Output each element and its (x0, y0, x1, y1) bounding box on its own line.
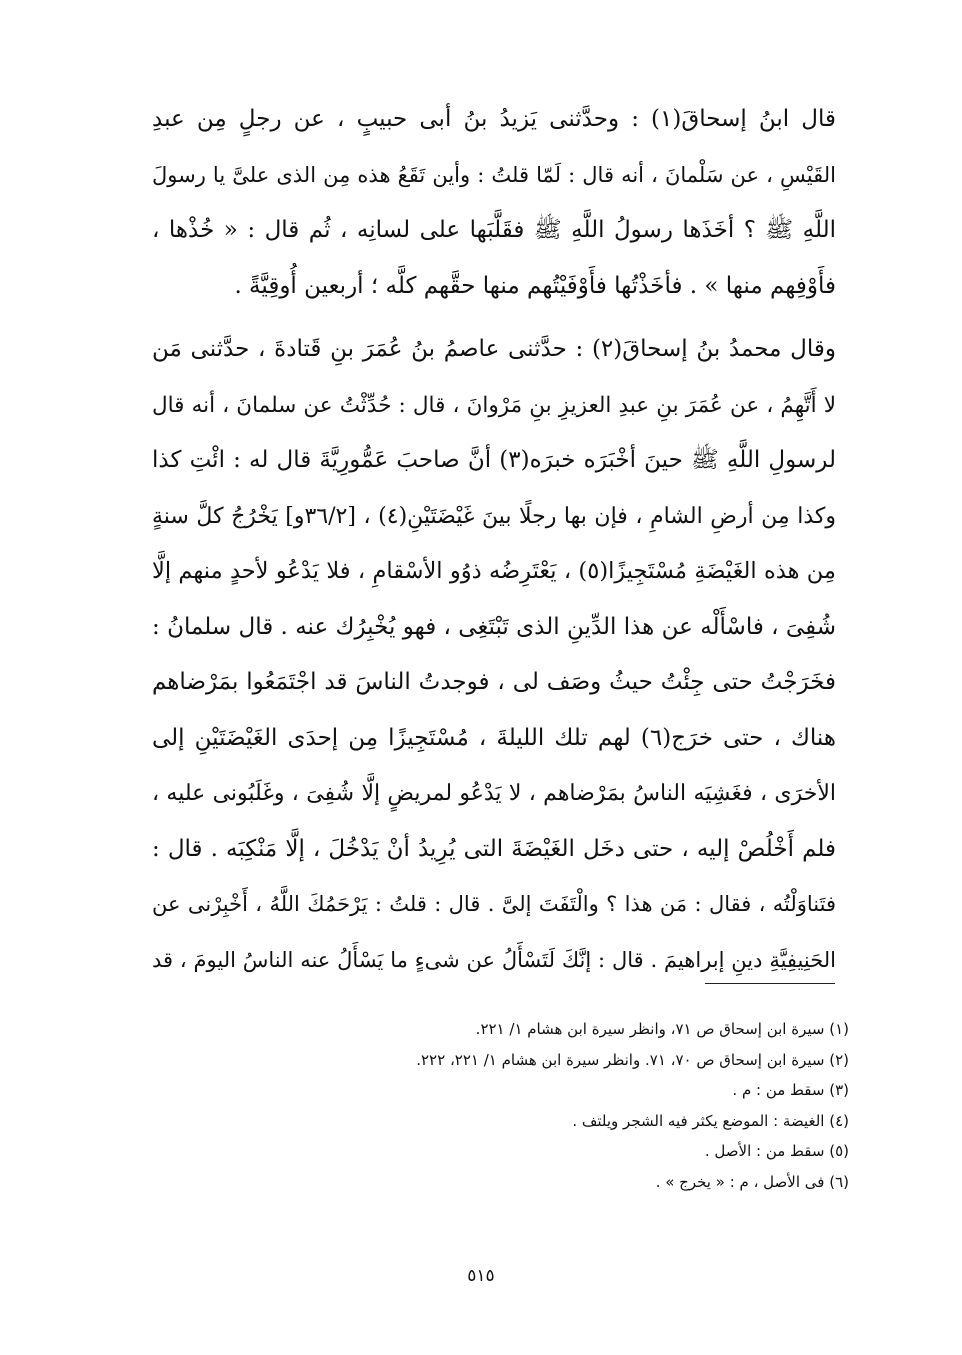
footnote: (٤) الغيضة : الموضع يكثر فيه الشجر ويلتف . (572, 1111, 849, 1130)
text-line: وكذا مِن أرضِ الشامِ ، فإن بها رجلًا بينَ غَيْضَتَيْنِ(٤) ، [٣٦/٢و] يَخْرُجُ كلَّ سنةٍ (152, 503, 836, 529)
footnote: (٢) سيرة ابن إسحاق ص ٧٠، ٧١. وانظر سيرة ابن هشام ١/ ٢٢١، ٢٢٢. (416, 1050, 849, 1069)
footnote: (٥) سقط من : الأصل . (704, 1142, 849, 1160)
footnote: (٦) فى الأصل ، م : « يخرج » . (655, 1172, 849, 1191)
text-line: القَيْسِ ، عن سَلْمانَ ، أنه قال : لَمّا قلتُ : وأين تَقَعُ هذه مِن الذى علىَّ يا رسولَ (152, 162, 836, 187)
page-number: ٥١٥ (467, 1266, 495, 1286)
text-line: فلم أَخْلُصْ إليه ، حتى دخَل الغَيْضَةَ التى يُرِيدُ أنْ يَدْخُلَ ، إلَّا مَنْكِبَه . قال : (152, 835, 836, 862)
text-line: وقال محمدُ بنُ إسحاقَ(٢) : حدَّثنى عاصمُ بنُ عُمَرَ بنِ قَتادةَ ، حدَّثنى مَن (152, 336, 836, 362)
text-line: اللَّهِ ﷺ ؟ أخَذَها رسولُ اللَّهِ ﷺ فقَلَّبَها على لسانِه ، ثُم قال : « خُذْها ، (152, 217, 836, 243)
footnote: (٣) سقط من : م . (732, 1081, 849, 1099)
text-line: الأخرَى ، فغَشِيَه الناسُ بمَرْضاهم ، لا يَدْعُو لمريضٍ إلَّا شُفِىَ ، وغَلَبُونى عليه ، (152, 781, 836, 806)
text-line: مِن هذه الغَيْضَةِ مُسْتَجِيزًا(٥) ، يَعْتَرِضُه ذوُو الأسْقامِ ، فلا يَدْعُو لأحدٍ منهم إلَّا (152, 558, 836, 584)
text-line: لا أَتَّهِمُ ، عن عُمَرَ بنِ عبدِ العزيزِ بنِ مَرْوانَ ، قال : حُدِّثْتُ عن سلمانَ ، أنه قال (152, 392, 836, 418)
footnotes (289, 1014, 849, 1197)
footnote: (١) سيرة ابن إسحاق ص ٧١، وانظر سيرة ابن هشام ١/ ٢٢١. (475, 1020, 849, 1038)
text-line: قال ابنُ إسحاقَ(١) : وحدَّثنى يَزيدُ بنُ أبى حبيبٍ ، عن رجلٍ مِن عبدِ (152, 106, 836, 132)
text-line: فأَوْفِهم منها » . فأخَذْتُها فأَوْفَيْتُهم منها حقَّهم كلَّه ؛ أربعين أُوقِيَّةً . (234, 272, 836, 299)
footnote-separator (705, 983, 835, 984)
main-text (152, 92, 836, 988)
text-line: لرسولِ اللَّهِ ﷺ حينَ أخْبَرَه خبرَه(٣) أنَّ صاحبَ عَمُّورِيَّةَ قال له : ائْتِ كذا (152, 447, 836, 473)
paragraph-2 (152, 322, 836, 988)
text-line: هناك ، حتى خرَج(٦) لهم تلك الليلةَ ، مُسْتَجِيزًا مِن إحدَى الغَيْضَتَيْنِ إلى (152, 724, 836, 751)
text-line: شُفِىَ ، فاسْأَلْه عن هذا الدِّينِ الذى تَبْتَغِى ، فهو يُخْبِرُك عنه . قال سلمانُ : (152, 613, 836, 640)
text-line: الحَنِيفِيَّةِ دينِ إبراهيمَ . قال : إنَّكَ لَتَسْأَلُ عن شىءٍ ما يَسْأَلُ عنه الناسُ اليومَ ، قد (152, 947, 836, 972)
text-line: فتَناوَلْتُه ، فقال : مَن هذا ؟ والْتَفَتَ إلىَّ . قال : قلتُ : يَرْحَمُكَ اللَّهُ ، أَخْبِرْنى عن (152, 892, 836, 916)
paragraph-1 (152, 92, 836, 314)
text-line: فخَرَجْتُ حتى جِئْتُ حيثُ وصَف لى ، فوجدتُ الناسَ قد اجْتَمَعُوا بمَرْضاهم (152, 669, 836, 695)
